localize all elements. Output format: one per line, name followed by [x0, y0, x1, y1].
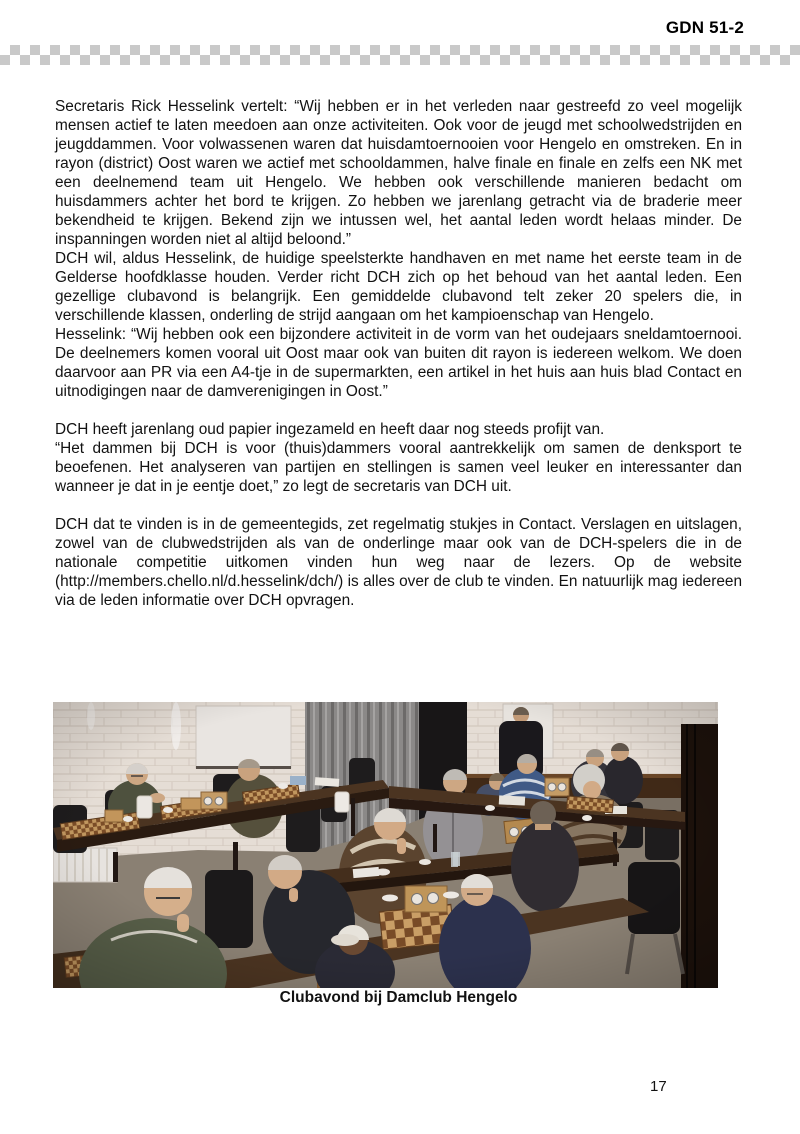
article-paragraph: Hesselink: “Wij hebben ook een bijzondere activiteit in de vorm van het oudejaars sneldamtoernooi. De deelnemers komen vooral uit Oost maar ook van buiten dit rayon is iedereen welkom. We doen daarvoor aan PR via een A4-tje in de supermarkten, een artikel in het huis aan huis blad Contact en uitnodigingen naar de damverenigingen in Oost.” [55, 326, 742, 400]
club-photo [53, 702, 718, 988]
paragraph-gap [55, 496, 742, 515]
issue-label: GDN 51-2 [665, 18, 744, 37]
article-paragraph: DCH heeft jarenlang oud papier ingezameld en heeft daar nog steeds profijt van. [55, 421, 605, 438]
article-paragraph: DCH wil, aldus Hesselink, de huidige speelsterkte handhaven en met name het eerste team in de Gelderse hoofdklasse houden. Verder richt DCH zich op het behoud van het aantal leden. Een gezellige clubavond is belangrijk. Een gemiddelde clubavond telt zeker 20 spelers die, in verschillende klassen, onderling de strijd aangaan om het kampioenschap van Hengelo. [55, 250, 742, 324]
article-body [55, 97, 742, 610]
article-paragraph: “Het dammen bij DCH is voor (thuis)dammers vooral aantrekkelijk om samen de denksport te beoefenen. Het analyseren van partijen en stellingen is samen veel leuker en interessanter dan wanneer je dat in je eentje doet,” zo legt de secretaris van DCH uit. [55, 440, 742, 495]
article-paragraph: DCH dat te vinden is in de gemeentegids, zet regelmatig stukjes in Contact. Verslagen en uitslagen, zowel van de clubwedstrijden als van de onderlinge maar ook van de DCH-spelers die in de nationale competitie uitkomen vinden hun weg naar de lezers. Op de website (http://members.chello.nl/d.hesselink/dch/) is alles over de club te vinden. En natuurlijk mag iedereen via de leden informatie over DCH opvragen. [55, 516, 742, 609]
club-photo-illustration [53, 702, 718, 988]
paragraph-gap [55, 401, 742, 420]
photo-caption: Clubavond bij Damclub Hengelo [279, 989, 518, 1006]
checker-band-divider [0, 45, 800, 65]
article-paragraph: Secretaris Rick Hesselink vertelt: “Wij hebben er in het verleden naar gestreefd zo veel mogelijk mensen actief te laten meedoen aan onze activiteiten. Ook voor de jeugd met schoolwedstrijden en jeugddammen. Voor volwassenen waren dat huisdamtoernooien voor Hengelo en omstreken. En in rayon (district) Oost waren we actief met schooldammen, halve finale en finale en zelfs een NK met een deelnemend team uit Hengelo. We hebben ook verschillende manieren bedacht om huisdammers achter het bord te krijgen. Zo hebben we jarenlang getracht via de braderie meer bekendheid te krijgen. Bekend zijn we intussen wel, het aantal leden wordt helaas minder. De inspanningen worden niet al altijd beloond.” [55, 98, 742, 248]
page-number: 17 [650, 1078, 667, 1095]
